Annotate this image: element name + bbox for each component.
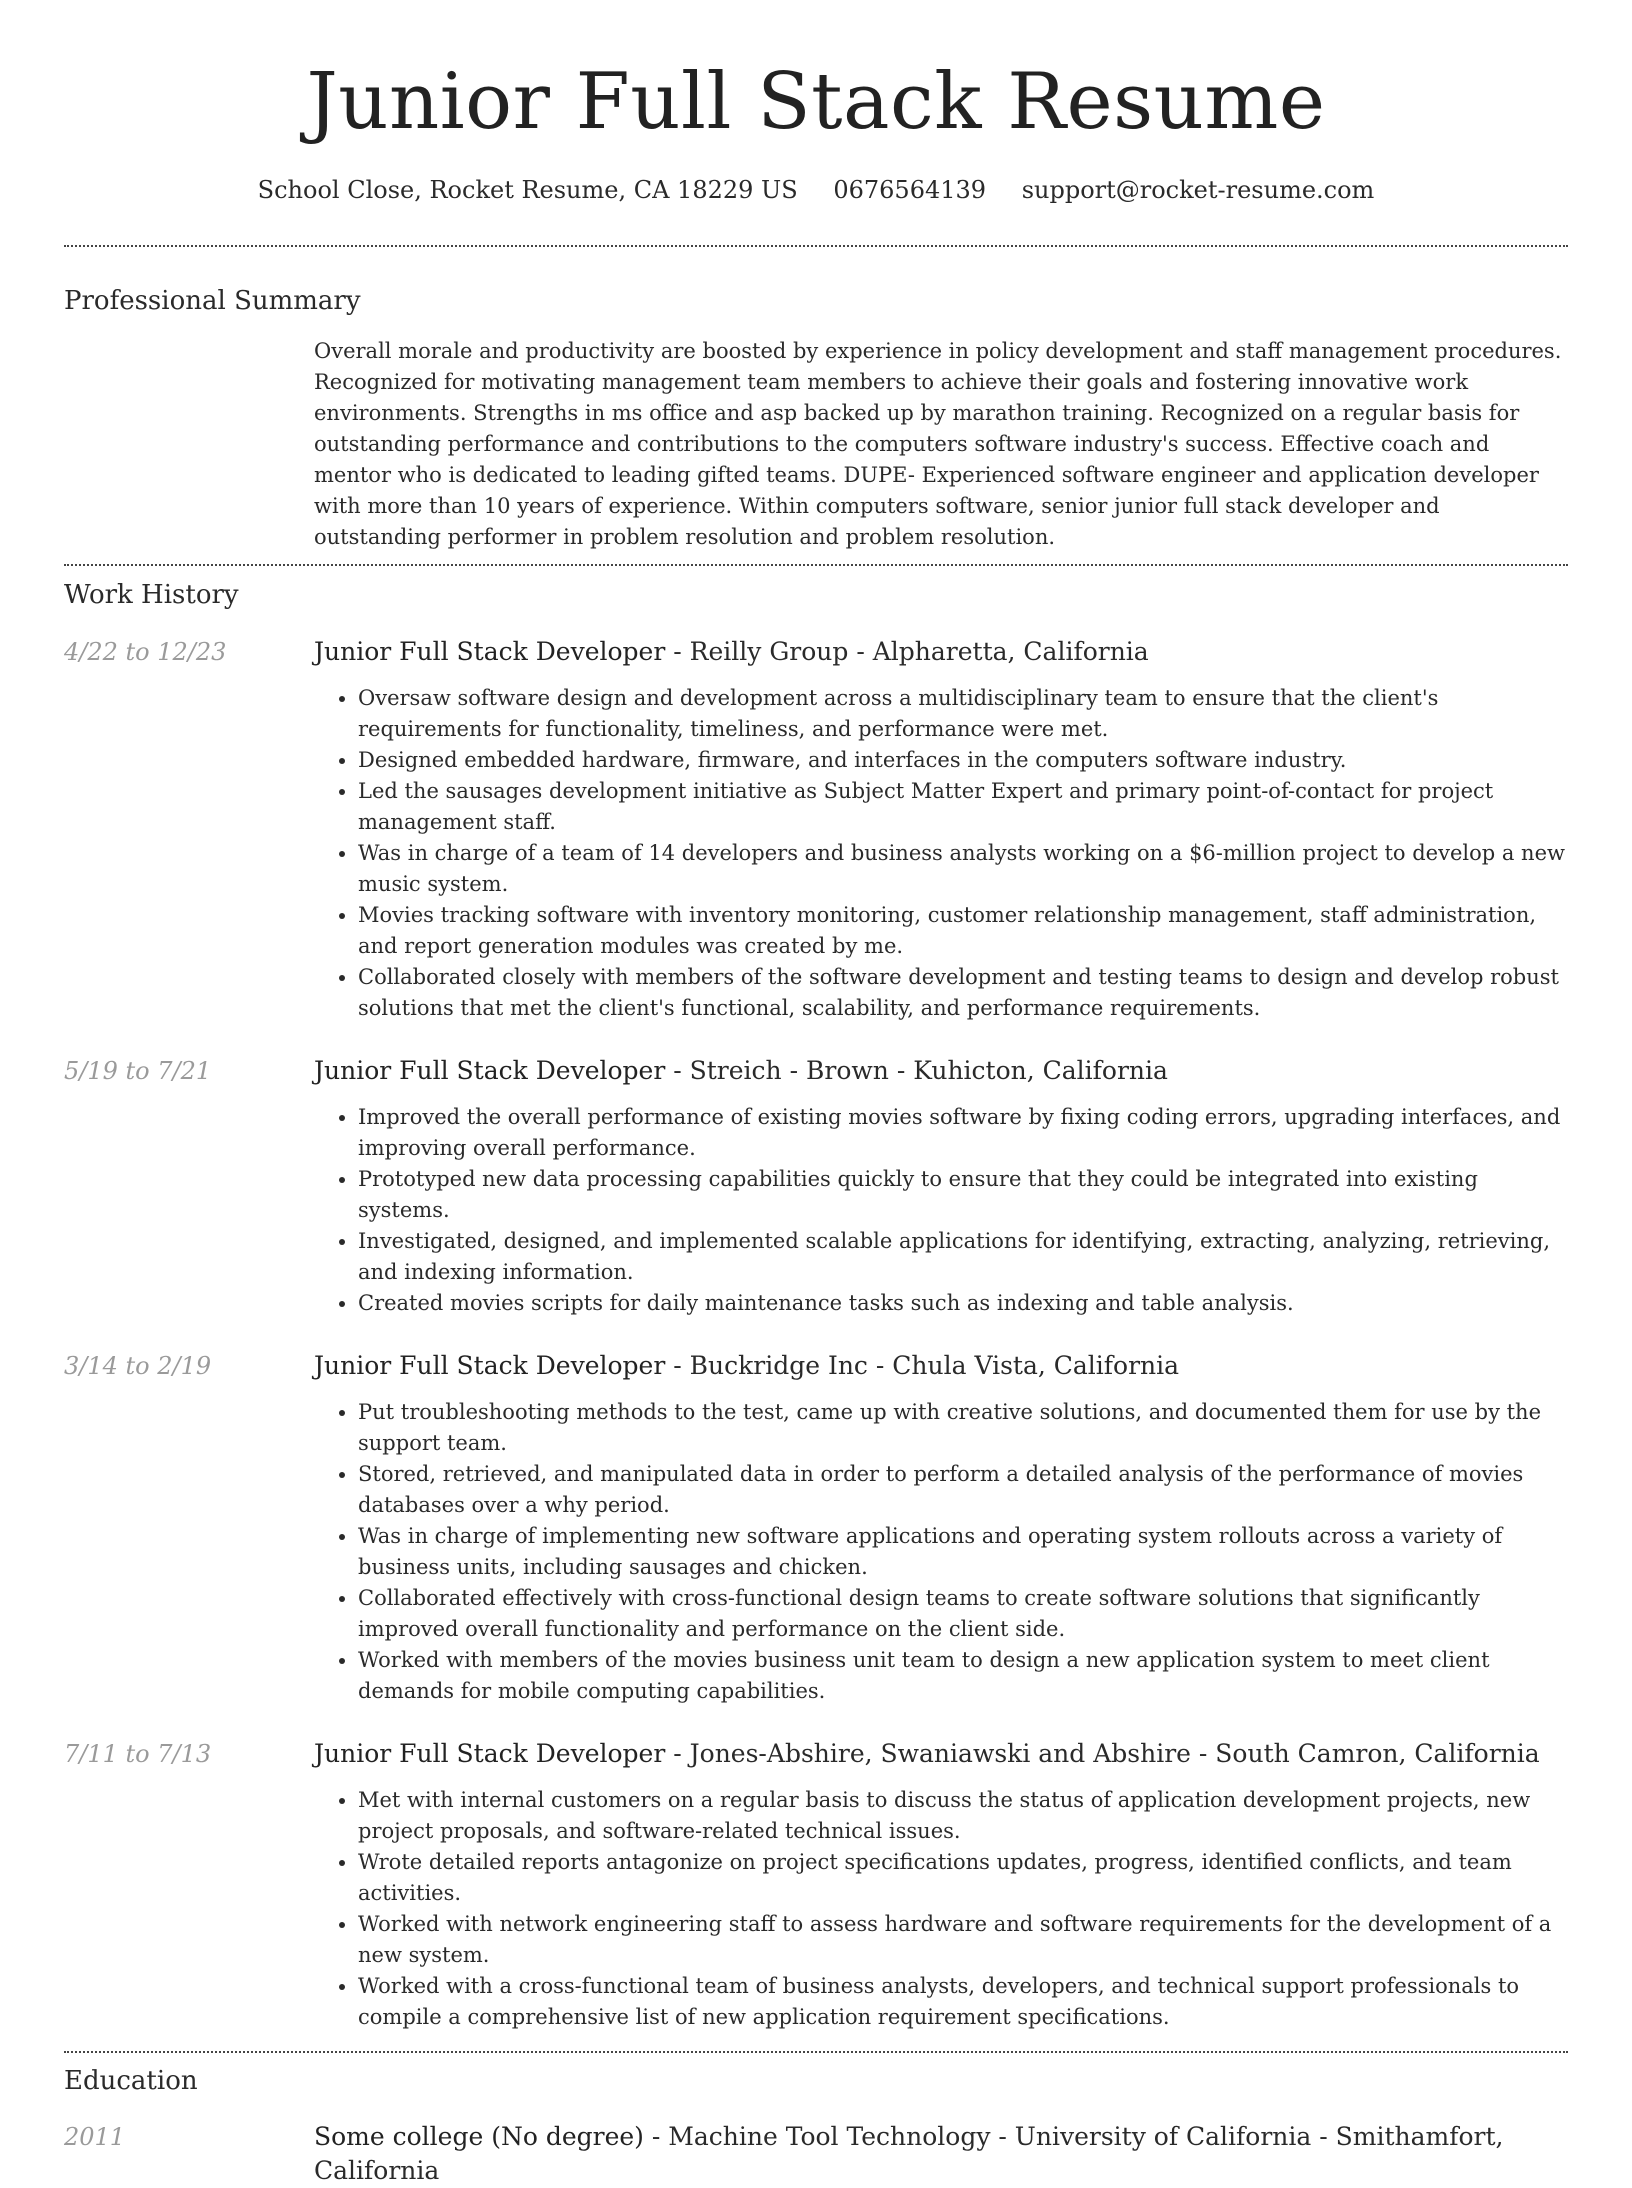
job-entry — [64, 1737, 1568, 2033]
job-title — [314, 635, 1568, 669]
job-entry — [64, 1349, 1568, 1707]
job-dates: 7/11 to 7/13 — [64, 1740, 212, 1768]
contact-phone: 0676564139 — [833, 176, 987, 204]
job-details: - Reilly Group - Alpharetta, California — [665, 637, 1149, 666]
job-bullet: • Worked with network engineering staff to assess hardware and software requirements for the development of a new system. — [358, 1909, 1568, 1971]
section-title-education: Education — [64, 2066, 198, 2096]
job-bullet: • Collaborated closely with members of the software development and testing teams to design and develop robust solutions that met the client's functional, scalability, and performance requirements. — [358, 962, 1568, 1024]
job-title — [314, 1349, 1568, 1383]
job-body — [314, 1737, 1568, 2033]
work-history-section — [64, 578, 1568, 2033]
job-bullet: • Improved the overall performance of existing movies software by fixing coding errors, upgrading interfaces, and improving overall performance. — [358, 1102, 1568, 1164]
divider — [64, 564, 1568, 566]
divider — [64, 2051, 1568, 2053]
job-bullet: • Designed embedded hardware, firmware, and interfaces in the computers software industry. — [358, 745, 1568, 776]
job-entry — [64, 1054, 1568, 1319]
job-bullet: • Stored, retrieved, and manipulated data in order to perform a detailed analysis of the performance of movies databases over a why period. — [358, 1459, 1568, 1521]
job-bullet: • Oversaw software design and development across a multidisciplinary team to ensure that the client's requirements for functionality, timeliness, and performance were met. — [358, 683, 1568, 745]
job-bullet: • Prototyped new data processing capabilities quickly to ensure that they could be integrated into existing systems. — [358, 1164, 1568, 1226]
job-bullets — [314, 1785, 1568, 2033]
job-role: Junior Full Stack Developer — [314, 637, 666, 666]
job-bullet: • Led the sausages development initiative as Subject Matter Expert and primary point-of-contact for project management staff. — [358, 776, 1568, 838]
education-degree: Some college (No degree) — [314, 2122, 644, 2151]
education-section — [64, 2064, 1568, 2188]
divider — [64, 245, 1568, 247]
job-dates: 5/19 to 7/21 — [64, 1057, 212, 1085]
job-bullets — [314, 1397, 1568, 1707]
job-bullet: • Worked with members of the movies business unit team to design a new application system to meet client demands for mobile computing capabilities. — [358, 1645, 1568, 1707]
education-title — [314, 2120, 1568, 2188]
summary-text: Overall morale and productivity are boosted by experience in policy development and staff management procedures. Recognized for motivating management team members to achieve their goals and fostering innovative work environments. Strengths in ms office and asp backed up by marathon training. Recognized on a regular basis for outstanding performance and contributions to the computers software industry's success. Effective coach and mentor who is dedicated to leading gifted teams. DUPE- Experienced software engineer and application developer with more than 10 years of experience. Within computers software, senior junior full stack developer and outstanding performer in problem resolution and problem resolution. — [314, 339, 1562, 549]
section-title-work-history: Work History — [64, 580, 239, 610]
job-details: - Jones-Abshire, Swaniawski and Abshire - South Camron, California — [665, 1739, 1540, 1768]
job-bullet: • Put troubleshooting methods to the test, came up with creative solutions, and documented them for use by the support team. — [358, 1397, 1568, 1459]
job-bullet: • Wrote detailed reports antagonize on project specifications updates, progress, identified conflicts, and team activities. — [358, 1847, 1568, 1909]
job-body — [314, 635, 1568, 1024]
job-bullet: • Was in charge of a team of 14 developers and business analysts working on a $6-million project to develop a new music system. — [358, 838, 1568, 900]
section-title-summary: Professional Summary — [64, 286, 361, 316]
contact-line — [64, 174, 1568, 206]
contact-address: School Close, Rocket Resume, CA 18229 US — [257, 176, 798, 204]
job-bullet: • Worked with a cross-functional team of business analysts, developers, and technical support professionals to compile a comprehensive list of new application requirement specifications. — [358, 1971, 1568, 2033]
education-details: - Machine Tool Technology - University of California - Smithamfort, California — [314, 2122, 1504, 2185]
education-entry — [64, 2120, 1568, 2188]
job-bullet: • Created movies scripts for daily maintenance tasks such as indexing and table analysis. — [358, 1288, 1568, 1319]
job-title — [314, 1054, 1568, 1088]
job-details: - Streich - Brown - Kuhicton, California — [665, 1056, 1168, 1085]
job-bullet: • Collaborated effectively with cross-functional design teams to create software solutions that significantly improved overall functionality and performance on the client side. — [358, 1583, 1568, 1645]
job-bullet: • Was in charge of implementing new software applications and operating system rollouts across a variety of business units, including sausages and chicken. — [358, 1521, 1568, 1583]
education-dates: 2011 — [64, 2123, 126, 2151]
contact-email: support@rocket-resume.com — [1021, 176, 1375, 204]
job-bullet: • Met with internal customers on a regular basis to discuss the status of application development projects, new project proposals, and software-related technical issues. — [358, 1785, 1568, 1847]
job-role: Junior Full Stack Developer — [314, 1056, 666, 1085]
job-role: Junior Full Stack Developer — [314, 1739, 666, 1768]
education-body — [314, 2120, 1568, 2188]
resume-name: Junior Full Stack Resume — [306, 57, 1326, 147]
job-bullets — [314, 683, 1568, 1024]
job-dates: 3/14 to 2/19 — [64, 1352, 212, 1380]
job-body — [314, 1349, 1568, 1707]
job-body — [314, 1054, 1568, 1319]
job-role: Junior Full Stack Developer — [314, 1351, 666, 1380]
job-details: - Buckridge Inc - Chula Vista, California — [665, 1351, 1180, 1380]
job-dates: 4/22 to 12/23 — [64, 638, 227, 666]
job-bullet: • Investigated, designed, and implemented scalable applications for identifying, extracting, analyzing, retrieving, and indexing information. — [358, 1226, 1568, 1288]
job-bullets — [314, 1102, 1568, 1319]
job-title — [314, 1737, 1568, 1771]
summary-section — [64, 284, 1568, 553]
job-entry — [64, 635, 1568, 1024]
job-bullet: • Movies tracking software with inventory monitoring, customer relationship management, staff administration, and report generation modules was created by me. — [358, 900, 1568, 962]
